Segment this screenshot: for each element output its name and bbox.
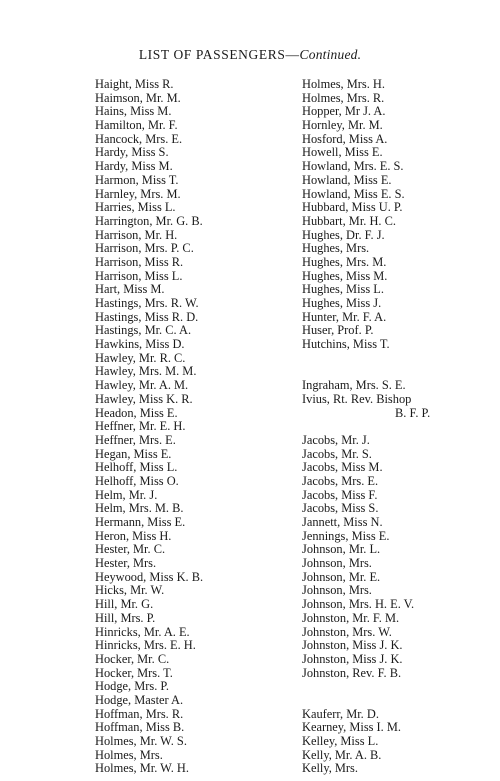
passenger-entry: Kauferr, Mr. D. bbox=[302, 706, 379, 721]
blank-line bbox=[302, 694, 430, 708]
page-heading: LIST OF PASSENGERS—Continued. bbox=[138, 47, 362, 62]
passenger-entry: Hosford, Miss A. bbox=[302, 131, 388, 146]
passenger-entry: Johnston, Miss J. K. bbox=[302, 638, 403, 653]
passenger-entry: Johnston, Miss J. K. bbox=[302, 651, 403, 666]
passenger-entry: Hawley, Mr. A. M. bbox=[95, 378, 189, 393]
passenger-entry: Hutchins, Miss T. bbox=[302, 337, 390, 352]
passenger-entry: Hopper, Mr J. A. bbox=[302, 104, 386, 119]
passenger-entry: Hardy, Miss M. bbox=[95, 159, 173, 174]
passenger-entry: Headon, Miss E. bbox=[95, 405, 178, 420]
passenger-entry: Hermann, Miss E. bbox=[95, 515, 186, 529]
passenger-entry: Helm, Mr. J. bbox=[95, 487, 158, 502]
passenger-entry: Jacobs, Mr. J. bbox=[302, 432, 370, 447]
passenger-entry: Kelly, Mrs. bbox=[302, 761, 358, 776]
passenger-entry: Ingraham, Mrs. S. E. bbox=[302, 378, 406, 393]
passenger-entry: Harnley, Mrs. M. bbox=[95, 186, 181, 201]
passenger-entry: Hunter, Mr. F. A. bbox=[302, 309, 387, 324]
passenger-entry: Holmes, Mrs. H. bbox=[302, 77, 385, 91]
passenger-entry: Hawkins, Miss D. bbox=[95, 337, 185, 352]
passenger-entry: Howland, Mrs. E. S. bbox=[302, 159, 404, 174]
passenger-list-left-column bbox=[95, 78, 203, 776]
passenger-entry: Jacobs, Mrs. E. bbox=[302, 473, 379, 488]
passenger-entry: Howland, Miss E. bbox=[302, 172, 392, 187]
passenger-entry: B. F. P. bbox=[395, 405, 431, 420]
passenger-entry: Ivius, Rt. Rev. Bishop bbox=[302, 391, 412, 406]
passenger-entry: Johnson, Mr. L. bbox=[302, 542, 381, 557]
passenger-entry: Hughes, Miss L. bbox=[302, 282, 384, 297]
passenger-entry: Harmon, Miss T. bbox=[95, 172, 179, 187]
passenger-entry: Hubbard, Miss U. P. bbox=[302, 200, 403, 215]
passenger-entry: Hains, Miss M. bbox=[95, 104, 172, 119]
passenger-entry: Howell, Miss E. bbox=[302, 145, 383, 160]
passenger-entry: Huser, Prof. P. bbox=[302, 323, 374, 338]
passenger-entry: Hoffman, Miss B. bbox=[95, 720, 185, 735]
passenger-entry: Hicks, Mr. W. bbox=[95, 583, 165, 598]
passenger-entry: Harrington, Mr. G. B. bbox=[95, 213, 203, 228]
passenger-entry: Johnson, Mr. E. bbox=[302, 569, 381, 584]
passenger-entry: Jennings, Miss E. bbox=[302, 528, 390, 543]
passenger-entry: Jacobs, Miss S. bbox=[302, 501, 379, 516]
passenger-entry: Hardy, Miss S. bbox=[95, 145, 169, 160]
blank-line bbox=[302, 680, 430, 694]
passenger-entry: Hinricks, Mr. A. E. bbox=[95, 624, 190, 639]
passenger-entry: Hughes, Mrs. bbox=[302, 241, 370, 256]
passenger-entry: Jacobs, Miss F. bbox=[302, 487, 378, 502]
passenger-entry: Hamilton, Mr. F. bbox=[95, 118, 178, 133]
passenger-entry: Hoffman, Mrs. R. bbox=[95, 706, 184, 721]
passenger-entry: Helhoff, Miss L. bbox=[95, 460, 178, 475]
passenger-entry: Harrison, Miss L. bbox=[95, 268, 183, 283]
passenger-entry: Holmes, Mr. W. H. bbox=[95, 761, 189, 776]
passenger-entry: Holmes, Mrs. bbox=[95, 747, 163, 762]
passenger-entry: Johnson, Mrs. H. E. V. bbox=[302, 597, 415, 612]
passenger-entry: Hocker, Mrs. T. bbox=[95, 665, 173, 680]
passenger-entry: Hughes, Miss M. bbox=[302, 268, 388, 283]
passenger-entry: Hughes, Mrs. M. bbox=[302, 254, 387, 269]
passenger-entry: Helhoff, Miss O. bbox=[95, 473, 179, 488]
passenger-entry: Heywood, Miss K. B. bbox=[95, 569, 204, 584]
passenger-entry: Hubbart, Mr. H. C. bbox=[302, 213, 396, 228]
blank-line bbox=[302, 420, 430, 434]
passenger-entry: Johnston, Mrs. W. bbox=[302, 624, 392, 639]
passenger-entry: Hastings, Mr. C. A. bbox=[95, 323, 192, 338]
passenger-entry: Hodge, Master A. bbox=[95, 692, 184, 707]
passenger-entry: Heron, Miss H. bbox=[95, 528, 172, 543]
heading-continued: Continued. bbox=[299, 47, 362, 62]
passenger-entry: Kelley, Miss L. bbox=[302, 734, 379, 748]
blank-line bbox=[302, 352, 430, 366]
passenger-entry: Helm, Mrs. M. B. bbox=[95, 501, 184, 516]
passenger-entry: Johnston, Rev. F. B. bbox=[302, 665, 402, 680]
passenger-entry: Jacobs, Mr. S. bbox=[302, 446, 372, 461]
passenger-entry: Haimson, Mr. M. bbox=[95, 90, 181, 105]
passenger-list-right-column bbox=[302, 78, 430, 776]
passenger-entry: Kearney, Miss I. M. bbox=[302, 720, 401, 735]
passenger-entry: Hinricks, Mrs. E. H. bbox=[95, 638, 196, 653]
passenger-entry: Haight, Miss R. bbox=[95, 77, 174, 91]
passenger-entry: Johnson, Mrs. bbox=[302, 583, 372, 598]
passenger-entry: Hester, Mr. C. bbox=[95, 542, 166, 557]
passenger-entry: Harrison, Mr. H. bbox=[95, 227, 178, 242]
passenger-entry: Harrison, Mrs. P. C. bbox=[95, 241, 194, 256]
passenger-entry: Johnston, Mr. F. M. bbox=[302, 610, 400, 625]
passenger-entry: Harries, Miss L. bbox=[95, 200, 176, 215]
passenger-entry: Hawley, Mr. R. C. bbox=[95, 350, 186, 365]
passenger-entry: Hart, Miss M. bbox=[95, 282, 165, 297]
passenger-entry: Heffner, Mrs. E. bbox=[95, 432, 176, 447]
passenger-entry: Hastings, Miss R. D. bbox=[95, 309, 199, 324]
passenger-entry: Hughes, Miss J. bbox=[302, 296, 382, 310]
passenger-entry: Hester, Mrs. bbox=[95, 556, 157, 571]
passenger-entry: Heffner, Mr. E. H. bbox=[95, 419, 186, 434]
passenger-entry: Hancock, Mrs. E. bbox=[95, 131, 183, 146]
passenger-entry: Johnson, Mrs. bbox=[302, 556, 372, 571]
passenger-entry: Hill, Mr. G. bbox=[95, 597, 154, 612]
heading-title: LIST OF PASSENGERS bbox=[138, 47, 286, 62]
passenger-entry: Hughes, Dr. F. J. bbox=[302, 227, 385, 242]
passenger-entry: Holmes, Mr. W. S. bbox=[95, 734, 187, 748]
passenger-entry: Hodge, Mrs. P. bbox=[95, 679, 170, 694]
passenger-entry: Howland, Miss E. S. bbox=[302, 186, 405, 201]
passenger-entry: Hawley, Mrs. M. M. bbox=[95, 364, 197, 379]
passenger-entry: Holmes, Mrs. R. bbox=[302, 90, 385, 105]
passenger-entry: Jannett, Miss N. bbox=[302, 515, 383, 529]
passenger-entry: Harrison, Miss R. bbox=[95, 254, 184, 269]
passenger-entry: Hocker, Mr. C. bbox=[95, 651, 170, 666]
passenger-entry: Kelly, Mr. A. B. bbox=[302, 747, 382, 762]
passenger-entry: Hegan, Miss E. bbox=[95, 446, 172, 461]
blank-line bbox=[302, 365, 430, 379]
passenger-entry: Hornley, Mr. M. bbox=[302, 118, 383, 133]
passenger-entry: Hastings, Mrs. R. W. bbox=[95, 296, 199, 310]
passenger-entry: Hawley, Miss K. R. bbox=[95, 391, 193, 406]
passenger-entry: Hill, Mrs. P. bbox=[95, 610, 156, 625]
passenger-entry: Jacobs, Miss M. bbox=[302, 460, 383, 475]
